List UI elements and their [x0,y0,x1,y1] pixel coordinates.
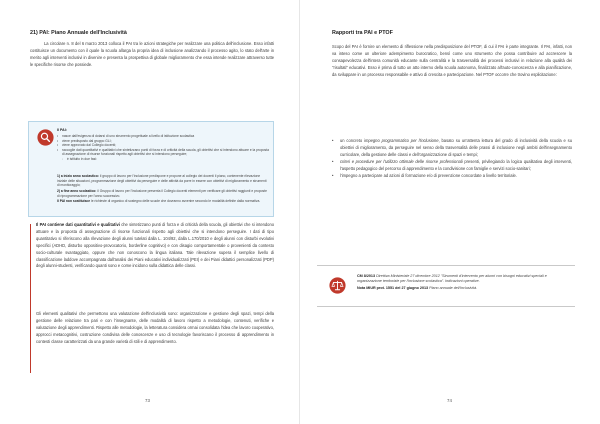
box-list [57,134,269,162]
intro-paragraph: La circolare n. 8 del 6 marzo 2013 colloca il PAI tra le azioni strategiche per realizzare una politica dell'inclusione. Esso infatti costituisce un documento con il quale la scuola allarga la propria idea di inclusione analizzando il processo agito, lo stato dell'arte in merito agli interventi inclusivi in divenire e presenta la prospettiva di globale miglioramento che essa intende realizzare attraverso tutte le specifiche risorse che possiede. [30,41,274,67]
list-item: • nasce dall'esigenza di dotarsi di uno strumento progettuale a livello di istituzione scolastica [57,134,269,139]
pai-info-box [28,121,274,217]
bullet-1-pre: un concreto [340,138,363,143]
box-notes [57,174,269,205]
ptof-list [332,138,572,179]
list-item: ◦ è istituito in due fasi: [57,157,269,162]
reference-text [357,274,567,293]
phase-2-text: il Gruppo di lavoro per l'inclusione presenta il Collegio docenti elementi per verificare gli obiettivi raggiunti e proposte di riprogrammazione per l'anno successivo. [57,188,267,198]
ptof-paragraph: Scopo del PAI è fornire un elemento di riflessione nella predisposizione del PTOF, di cui il PAI è parte integrante. Il PAI, infatti, non va inteso come un ulteriore adempimento burocratico, bensì come uno strumento che possa contribuire ad accrescere la consapevolezza dell'intera comunità educante sulla centralità e la trasversalità dei processi inclusivi in relazione alla qualità dei "risultati" educativi. Esso è prima di tutto un atto interno della scuola autonoma, finalizzato all'auto-conoscenza e alla pianificazione, da sviluppare in un processo responsabile e attivo di crescita e partecipazione. Nel PTOF occorre che trovino esplicitazione: [332,44,572,77]
phase-1-lead: 1) a inizio anno scolastico: [57,174,99,178]
phase-1 [57,174,269,188]
law-scale-icon [329,277,346,294]
section-title: Rapporti tra PAI e PTOF [332,30,393,36]
right-page [300,0,600,424]
list-item [332,159,572,173]
list-item: • raccoglie dati quantitativi e qualitativi che sintetizzano punti di forza e di criticità della scuola, gli obiettivi che si intendono attuare e la proposta di assegnazione di risorse funzionali rispetto agli obiettivi che si intendono perseguire; [57,148,269,157]
reference-2-lead: Nota MIUR prot. 1551 del 27 giugno 2013 [357,286,429,290]
page-number: 74 [447,398,452,403]
box-note-text: le richieste di organico di sostegno delle scuole che dovranno avvenire secondo le modalità definite dalla normativa. [91,199,261,204]
body-text-1: che sintetizzano punti di forza e di criticità della scuola, gli obiettivi che si intendono attuare e la proposta di assegnazione di risorse funzionali rispetto agli obiettivi che si intendono perseguire. I dati di tipo quantitativo si riferiscono alla rilevazione degli alunni tutelati dalla L. 104/92, dalla L.170/2010 e degli alunni con disturbi evolutivi specifici (ADHD, disturbo oppositivo-provocatorio, borderline cognitivo) e con disagio comportamentale o provenienti da contesto socio-culturale svantaggiato, oppure che non conoscono la lingua italiana. Tale rilevazione supera il semplice livello di classificazione laddove accompagnata dall'analisi dei Piani educativi individualizzati (PEI) e dei Piani didattici personalizzati (PDP) degli alunni-studenti, verificando quanti sono e come incidono sulla didattica delle classi. [36,222,274,269]
reference-2-text: Piano annuale dell'inclusività. [429,286,478,290]
magnifier-icon [37,129,54,146]
bullet-1-post: , basato su un'attenta lettura del grado di inclusività della scuola e su obiettivi di miglioramento, da perseguire nel senso della trasversalità delle prassi di inclusione negli ambiti dell'insegnamento curricolare, della gestione delle classi e dell'organizzazione di spazi e tempi; [340,138,572,157]
reference-box [317,265,575,307]
bullet-2-post: presenti, privilegiando la logica qualitativa degli interventi, l'aspetto pedagogico del percorso di apprendimento e la condivisione con famiglie e servizi socio-sanitari; [340,158,572,171]
phase-1-text: il gruppo di lavoro per l'inclusione predispone e propone al collegio dei docenti il piano, contenente rilevazione iniziale delle situazioni, programmazione degli obiettivi da perseguire e delle attività da porre in essere con obiettivi di miglioramento e strumenti di monitoraggio; [57,174,267,188]
list-item [332,138,572,159]
list-item: • viene predisposto dal gruppo GLI; [57,139,269,144]
section-title: 21) PAI: Piano Annuale dell'Inclusività [30,30,127,36]
phase-2-lead: 2) a fine anno scolastico: [57,188,97,193]
bullet-2-italic: criteri e procedure per l'utilizzo ottimale delle risorse professionali [340,158,463,164]
box-note-lead: Il PAI non sostituisce [57,199,91,204]
list-item: • l'impegno a partecipare ad azioni di formazione e/o di prevenzione concordate a livello territoriale. [332,173,572,180]
accent-rule [30,224,31,373]
bullet-1-italic: impegno programmatico per l'inclusione [364,138,439,143]
body-lead: Il PAI contiene dati quantitativi e qualitativi [36,222,120,227]
body-paragraph-2: Gli elementi qualitativi che permettono una valutazione dell'inclusività sono: organizzazione e gestione degli spazi, tempi della gestione delle relazione tra pari e con l'insegnante, delle modalità di lavoro rispetto a metodologie, contenuti, verifiche e valutazione degli apprendimenti. Rispetto alle metodologie, la letteratura considera ormai consolidata l'idea che lavoro cooperativo, approcci metacognitivi, costruzione condivisa delle conoscenze e uso di tecnologie favoriscano il processo di apprendimento in contesti classe caratterizzati da una grande varietà di stili e di apprendimento. [36,311,274,344]
reference-1 [357,274,567,284]
box-heading: Il PAI: [57,128,67,132]
page-number: 73 [145,398,150,403]
reference-1-text: Direttiva Ministeriale 27 dicembre 2012 "Strumenti d'intervento per alunni con bisogni educativi speciali e organizzazione territoriale per l'inclusione scolastica". Indicazioni operative. [357,274,547,283]
box-note [57,199,269,204]
list-item: • viene approvato dal Collegio docenti; [57,143,269,148]
body-paragraph-1 [36,222,274,270]
reference-2 [357,286,567,291]
reference-1-lead: CM 8/2013 [357,274,376,278]
phase-2 [57,189,269,198]
